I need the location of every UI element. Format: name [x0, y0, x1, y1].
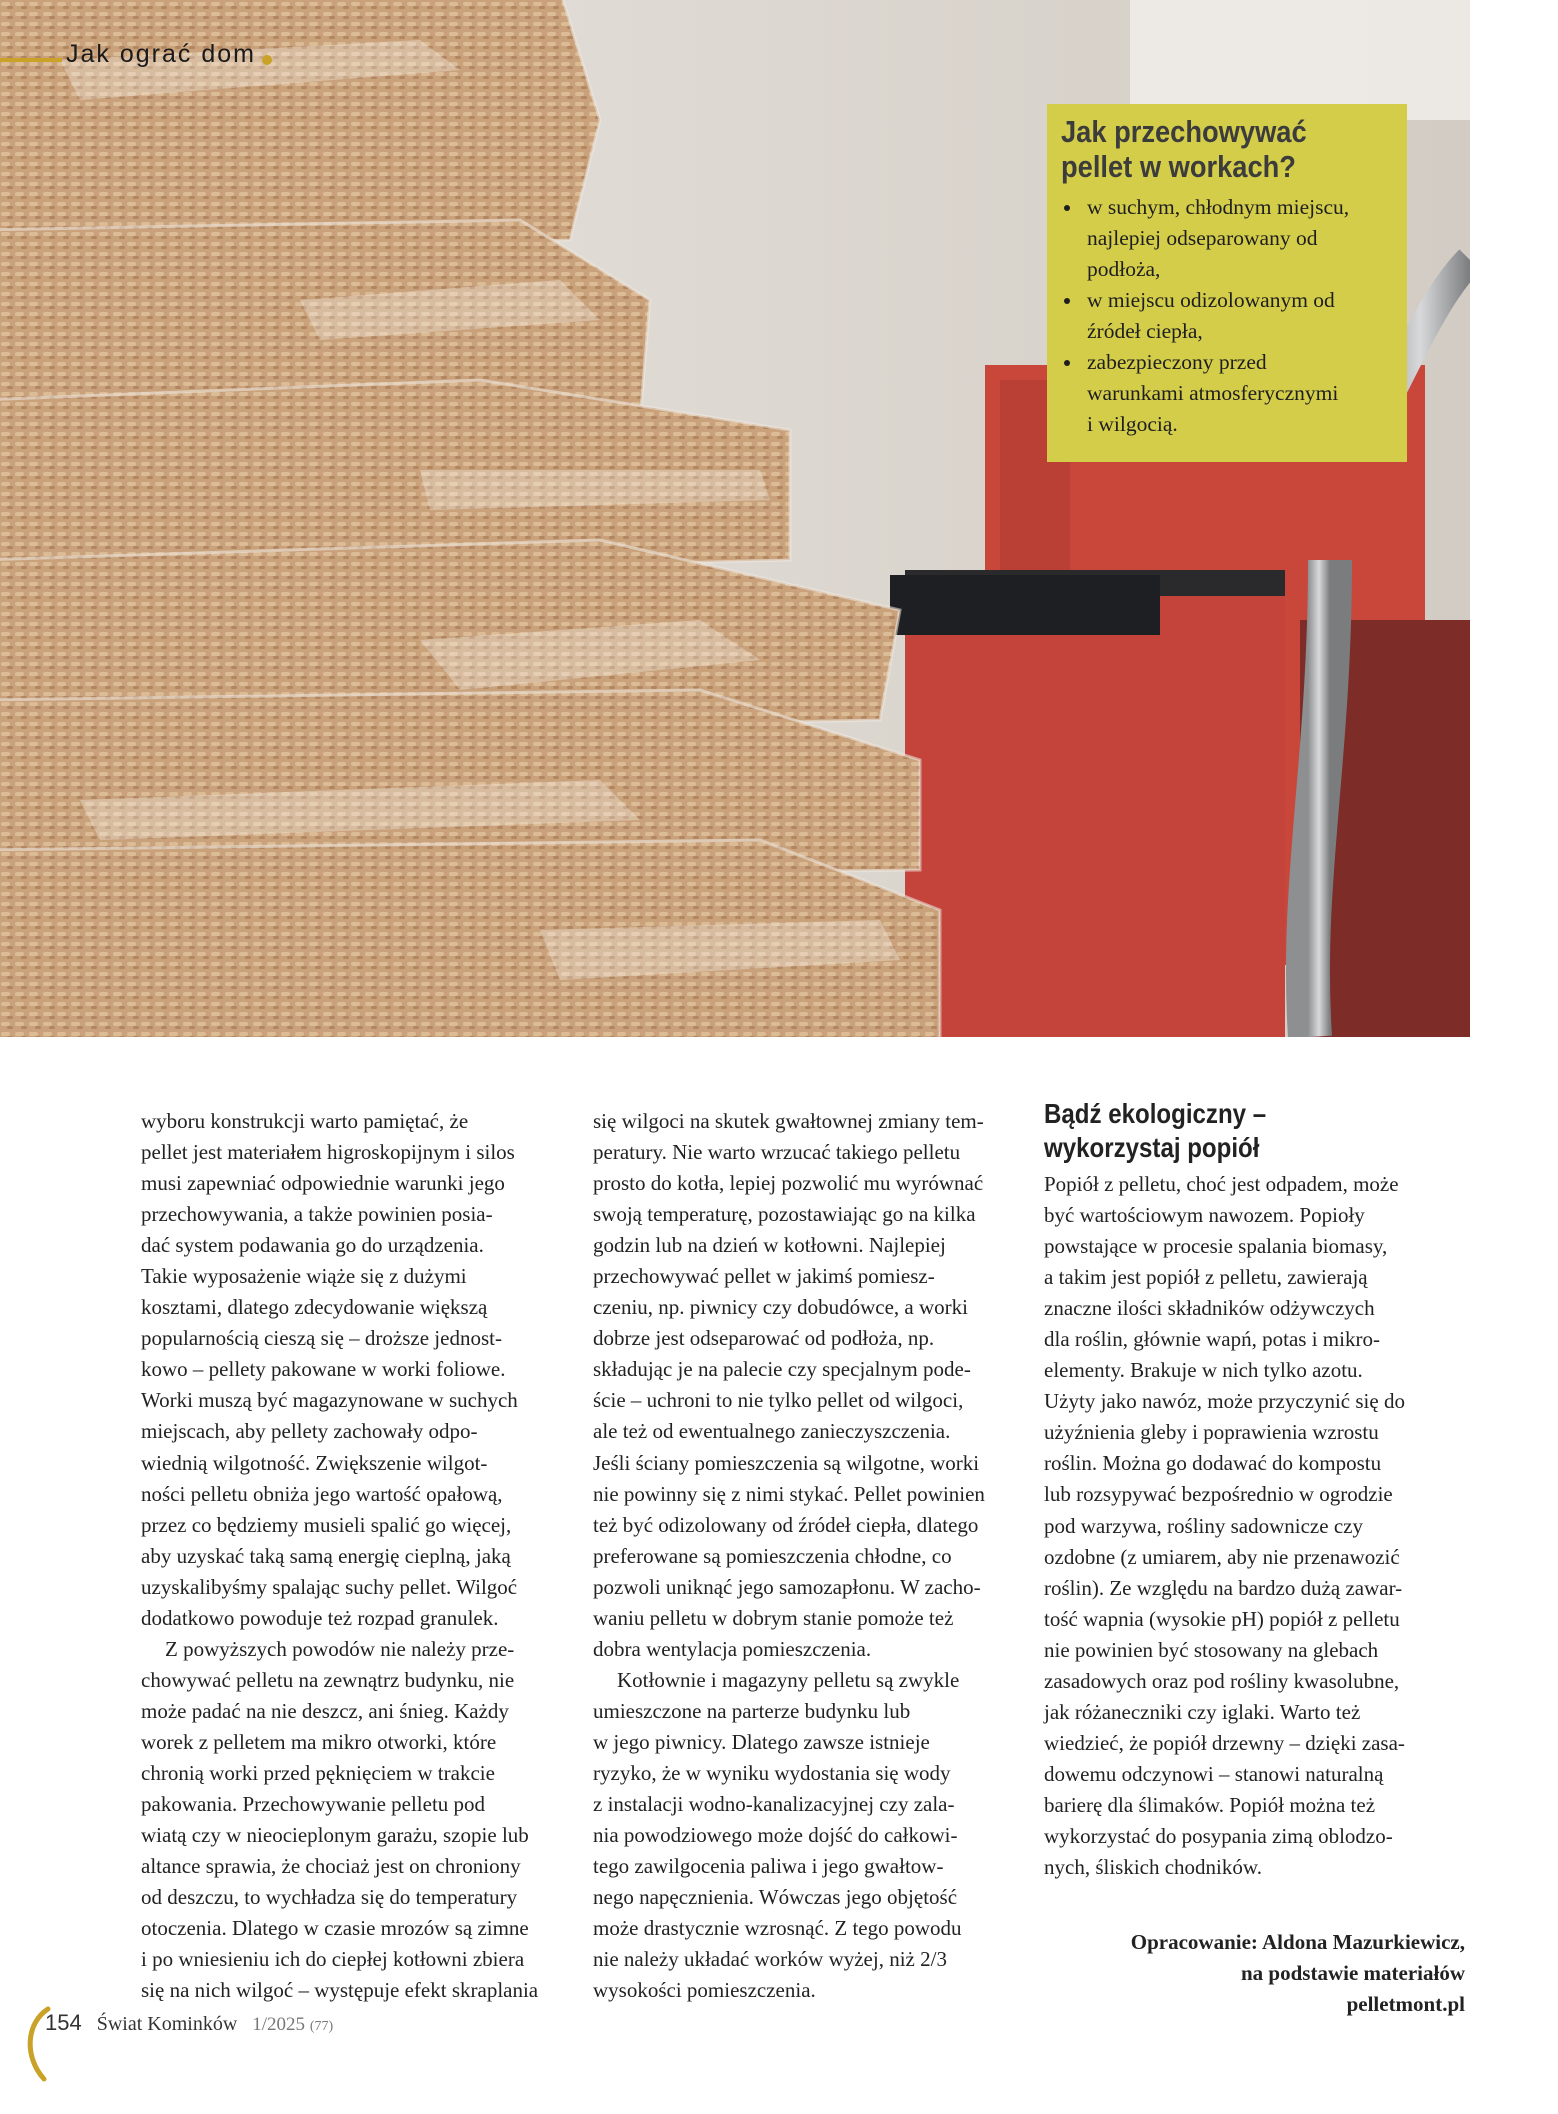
text-line: przechowywania, a także powinien posia-: [141, 1202, 493, 1227]
text-line: Z powyższych powodów nie należy prze-: [165, 1636, 515, 1661]
text-line: przez co będziemy musieli spalić go więcej,: [141, 1512, 512, 1537]
text-line: musi zapewniać odpowiednie warunki jego: [141, 1171, 505, 1196]
issue-date: 1/2025: [252, 2014, 306, 2035]
storage-tips-title-line1: Jak przechowywać: [1061, 114, 1307, 149]
page-footer: [45, 2010, 333, 2036]
text-line: chronią worki przed pęknięciem w trakcie: [141, 1760, 495, 1785]
text-line: czeniu, np. piwnicy czy dobudówce, a worki: [593, 1295, 968, 1320]
issue-label: [252, 2014, 333, 2035]
text-line: kowo – pellety pakowane w worki foliowe.: [141, 1357, 506, 1382]
text-line: z instalacji wodno-kanalizacyjnej czy zala-: [593, 1792, 955, 1817]
storage-tip-item: • zabezpieczony przed warunkami atmosferycznymi i wilgocią.: [1083, 347, 1389, 440]
text-line: Worki muszą być magazynowane w suchych: [141, 1388, 518, 1413]
text-line: nia powodziowego może dojść do całkowi-: [593, 1823, 958, 1848]
storage-tips-box: [1047, 104, 1407, 462]
text-line: barierę dla ślimaków. Popiół można też: [1044, 1792, 1376, 1817]
issue-number: (77): [309, 2019, 334, 2034]
storage-tips-title: [1061, 114, 1350, 184]
text-line: zasadowych oraz pod rośliny kwasolubne,: [1044, 1668, 1400, 1693]
text-line: nych, śliskich chodników.: [1044, 1855, 1262, 1880]
text-line: tego zawilgocenia paliwa i jego gwałtow-: [593, 1854, 944, 1879]
text-line: swoją temperaturę, pozostawiając go na kilka: [593, 1202, 976, 1227]
text-line: Kotłownie i magazyny pelletu są zwykle: [617, 1667, 960, 1692]
text-line: prosto do kotła, lepiej pozwolić mu wyrównać: [593, 1171, 984, 1196]
text-line: się na nich wilgoć – występuje efekt skraplania: [141, 1978, 539, 2003]
text-line: i po wniesieniu ich do ciepłej kotłowni zbiera: [141, 1947, 525, 1972]
text-line: Takie wyposażenie wiąże się z dużymi: [141, 1264, 467, 1289]
text-line: ście – uchroni to nie tylko pellet od wilgoci,: [593, 1388, 964, 1413]
text-line: ale też od ewentualnego zanieczyszczenia.: [593, 1419, 951, 1444]
storage-tip-item: • w miejscu odizolowanym od źródeł ciepła,: [1083, 285, 1389, 347]
text-line: pakowania. Przechowywanie pelletu pod: [141, 1792, 486, 1817]
text-line: aby uzyskać taką samą energię cieplną, jaką: [141, 1543, 511, 1568]
text-line: też być odizolowany od źródeł ciepła, dlatego: [593, 1512, 979, 1537]
ash-heading-line1: Bądź ekologiczny –: [1044, 1098, 1267, 1129]
page-number: 154: [45, 2010, 82, 2035]
text-line: nie należy układać worków wyżej, niż 2/3: [593, 1947, 947, 1972]
text-line: peratury. Nie warto wrzucać takiego pelletu: [593, 1140, 961, 1165]
text-line: lub rozsypywać bezpośrednio w ogrodzie: [1044, 1482, 1393, 1507]
text-line: Jeśli ściany pomieszczenia są wilgotne, worki: [593, 1450, 980, 1475]
text-line: się wilgoci na skutek gwałtownej zmiany tem-: [593, 1109, 984, 1133]
storage-tips-title-line2: pellet w workach?: [1061, 149, 1296, 184]
text-line: dodatkowo powoduje też rozpad granulek.: [141, 1605, 499, 1630]
text-line: powstające w procesie spalania biomasy,: [1044, 1234, 1388, 1259]
text-line: ności pelletu obniża jego wartość opałową,: [141, 1481, 503, 1506]
text-line: wiednią wilgotność. Zwiększenie wilgot-: [141, 1450, 488, 1475]
section-tag-line: [0, 58, 62, 62]
text-line: może drastycznie wzrosnąć. Z tego powodu: [593, 1916, 962, 1941]
text-line: otoczenia. Dlatego w czasie mrozów są zimne: [141, 1916, 529, 1941]
text-line: składując je na palecie czy specjalnym pode-: [593, 1357, 971, 1382]
text-line: być wartościowym nawozem. Popioły: [1044, 1203, 1365, 1228]
text-line: nie powinny się z nimi stykać. Pellet powinien: [593, 1481, 985, 1506]
text-line: Użyty jako nawóz, może przyczynić się do: [1044, 1389, 1405, 1414]
text-line: roślin). Ze względu na bardzo dużą zawar-: [1044, 1575, 1403, 1600]
article-column-3: [1044, 1097, 1469, 1883]
text-line: a takim jest popiół z pelletu, zawierają: [1044, 1265, 1368, 1290]
text-line: wykorzystać do posypania zimą oblodzo-: [1044, 1823, 1393, 1848]
text-line: miejscach, aby pellety zachowały odpo-: [141, 1419, 478, 1444]
text-line: wiatą czy w nieocieplonym garażu, szopie lub: [141, 1823, 529, 1848]
text-line: elementy. Brakuje w nich tylko azotu.: [1044, 1358, 1363, 1383]
text-line: worek z pelletem ma mikro otworki, które: [141, 1729, 497, 1754]
ash-heading-line2: wykorzystaj popiół: [1044, 1132, 1260, 1163]
credit-source-label: na podstawie materiałów: [1241, 1961, 1465, 1985]
text-line: dowemu odczynowi – stanowi naturalną: [1044, 1761, 1384, 1786]
ash-section-heading: [1044, 1097, 1410, 1165]
storage-tip-item: • w suchym, chłodnym miejscu, najlepiej odseparowany od podłoża,: [1083, 192, 1389, 285]
text-line: umieszczone na parterze budynku lub: [593, 1698, 911, 1723]
text-line: pod warzywa, rośliny sadownicze czy: [1044, 1513, 1363, 1538]
credit-source-site: pelletmont.pl: [1346, 1992, 1465, 2016]
text-line: jak różaneczniki czy iglaki. Warto też: [1044, 1699, 1361, 1724]
text-line: od deszczu, to wychładza się do temperatury: [141, 1885, 518, 1910]
text-line: znaczne ilości składników odżywczych: [1044, 1296, 1375, 1321]
text-line: wyboru konstrukcji warto pamiętać, że: [141, 1109, 469, 1133]
storage-tips-list: [1061, 192, 1389, 440]
text-line: w jego piwnicy. Dlatego zawsze istnieje: [593, 1729, 930, 1754]
text-line: popularnością cieszą się – droższe jednost-: [141, 1326, 502, 1351]
text-line: tość wapnia (wysokie pH) popiół z pelletu: [1044, 1606, 1400, 1631]
text-line: roślin. Można go dodawać do kompostu: [1044, 1451, 1382, 1476]
text-line: dla roślin, głównie wapń, potas i mikro-: [1044, 1327, 1380, 1352]
text-line: użyźnienia gleby i poprawienia wzrostu: [1044, 1420, 1379, 1445]
text-line: preferowane są pomieszczenia chłodne, co: [593, 1543, 952, 1568]
section-tag-dot: [262, 55, 272, 65]
section-tag: Jak ograć dom: [66, 40, 256, 68]
text-line: nie powinien być stosowany na glebach: [1044, 1637, 1379, 1662]
text-line: ozdobne (z umiarem, aby nie przenawozić: [1044, 1544, 1400, 1569]
article-column-1: [141, 1106, 566, 2006]
text-line: godzin lub na dzień w kotłowni. Najlepiej: [593, 1233, 946, 1258]
text-line: ryzyko, że w wyniku wydostania się wody: [593, 1760, 951, 1785]
text-line: waniu pelletu w dobrym stanie pomoże też: [593, 1605, 954, 1630]
text-line: chowywać pelletu na zewnątrz budynku, nie: [141, 1667, 515, 1692]
text-line: dobrze jest odseparować od podłoża, np.: [593, 1326, 935, 1351]
text-line: kosztami, dlatego zdecydowanie większą: [141, 1295, 488, 1320]
article-column-2: [593, 1106, 1018, 2006]
text-line: dać system podawania go do urządzenia.: [141, 1233, 484, 1258]
text-line: pellet jest materiałem higroskopijnym i silos: [141, 1140, 515, 1165]
text-line: wiedzieć, że popiół drzewny – dzięki zasa-: [1044, 1730, 1405, 1755]
credit-author: Opracowanie: Aldona Mazurkiewicz,: [1130, 1930, 1465, 1954]
text-line: dobra wentylacja pomieszczenia.: [593, 1636, 872, 1661]
text-line: przechowywać pellet w jakimś pomiesz-: [593, 1264, 935, 1289]
text-line: altance sprawia, że chociaż jest on chroniony: [141, 1854, 521, 1879]
text-line: wysokości pomieszczenia.: [593, 1978, 816, 2003]
article-credit: [1131, 1927, 1465, 2020]
text-line: uzyskalibyśmy spalając suchy pellet. Wilgoć: [141, 1574, 518, 1599]
magazine-name: Świat Kominków: [96, 2013, 238, 2035]
text-line: pozwoli uniknąć jego samozapłonu. W zacho-: [593, 1574, 981, 1599]
text-line: nego napęcznienia. Wówczas jego objętość: [593, 1885, 958, 1910]
text-line: Popiół z pelletu, choć jest odpadem, może: [1044, 1172, 1399, 1196]
text-line: może padać na nie deszcz, ani śnieg. Każdy: [141, 1698, 509, 1723]
